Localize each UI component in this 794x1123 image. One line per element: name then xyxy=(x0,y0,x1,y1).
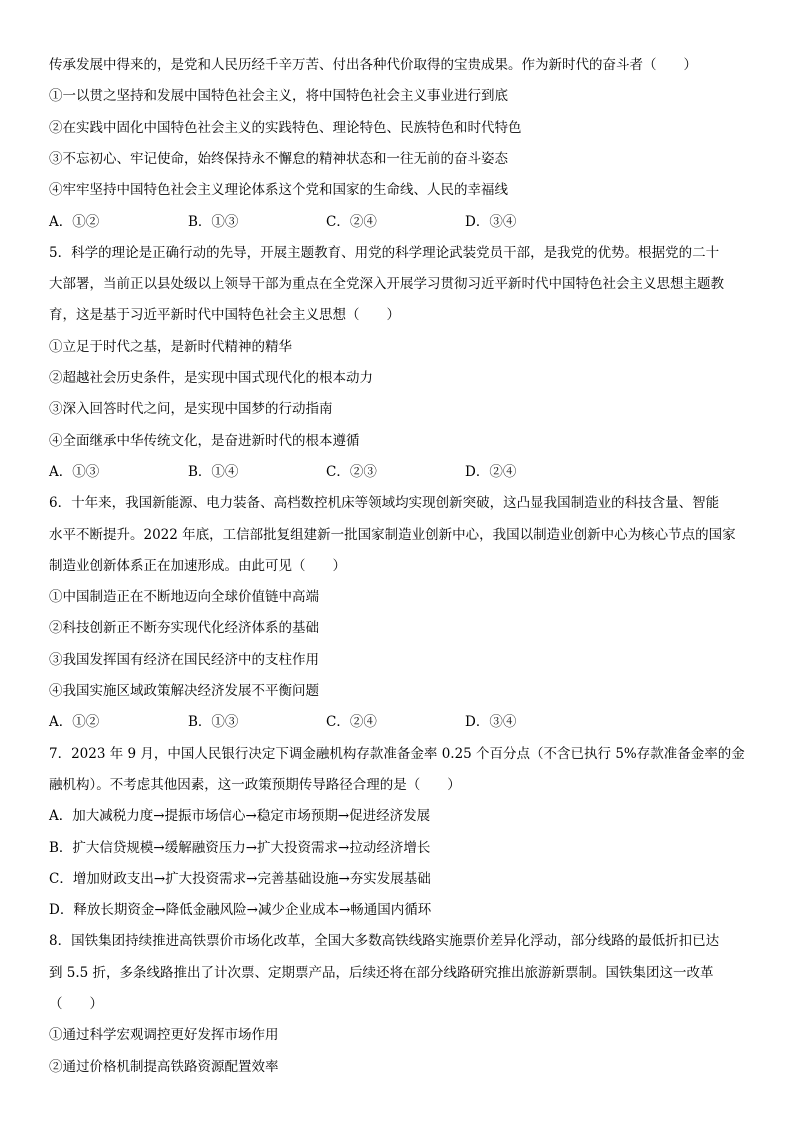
text-line: ②科技创新正不断夯实现代化经济体系的基础 xyxy=(49,620,319,636)
text-line: 融机构）。不考虑其他因素，这一政策预期传导路径合理的是（ ） xyxy=(49,777,461,793)
text-line: 传承发展中得来的，是党和人民历经千辛万苦、付出各种代价取得的宝贵成果。作为新时代的奋斗者（ ） xyxy=(49,57,697,73)
text-line: ④我国实施区域政策解决经济发展不平衡问题 xyxy=(49,683,319,699)
text-line: A．加大减税力度→提振市场信心→稳定市场预期→促进经济发展 xyxy=(49,808,431,824)
text-line: ③我国发挥国有经济在国民经济中的支柱作用 xyxy=(49,652,319,668)
answer-option: B．①③ xyxy=(188,214,239,230)
answer-option: D．③④ xyxy=(465,714,517,730)
text-line: 5．科学的理论是正确行动的先导，开展主题教育、用党的科学理论武装党员干部，是我党的优势。根据党的二十 xyxy=(49,245,720,261)
text-line: ②在实践中固化中国特色社会主义的实践特色、理论特色、民族特色和时代特色 xyxy=(49,120,522,136)
answer-option: B．①③ xyxy=(188,714,239,730)
answer-option: C．②③ xyxy=(326,464,377,480)
text-line: 大部署，当前正以县处级以上领导干部为重点在全党深入开展学习贯彻习近平新时代中国特色社会主义思想主题教 xyxy=(49,276,724,292)
text-line: ④牢牢坚持中国特色社会主义理论体系这个党和国家的生命线、人民的幸福线 xyxy=(49,182,508,198)
text-line: D．释放长期资金→降低金融风险→减少企业成本→畅通国内循环 xyxy=(49,902,432,918)
text-line: ③深入回答时代之问，是实现中国梦的行动指南 xyxy=(49,401,333,417)
answer-option: A．①② xyxy=(49,214,100,230)
answer-option: D．②④ xyxy=(465,464,517,480)
text-line: 到 5.5 折，多条线路推出了计次票、定期票产品，后续还将在部分线路研究推出旅游新票制。国铁集团这一改革 xyxy=(49,965,714,981)
text-line: ①一以贯之坚持和发展中国特色社会主义，将中国特色社会主义事业进行到底 xyxy=(49,88,508,104)
text-line: 育，这是基于习近平新时代中国特色社会主义思想（ ） xyxy=(49,307,400,323)
text-line: 7．2023 年 9 月，中国人民银行决定下调金融机构存款准备金率 0.25 个百分点（不含已执行 5%存款准备金率的金 xyxy=(49,746,745,762)
answer-option: D．③④ xyxy=(465,214,517,230)
text-line: ①立足于时代之基，是新时代精神的精华 xyxy=(49,339,292,355)
answer-option: A．①② xyxy=(49,714,100,730)
answer-option: C．②④ xyxy=(326,714,377,730)
text-line: ②超越社会历史条件，是实现中国式现代化的根本动力 xyxy=(49,370,373,386)
text-line: B．扩大信贷规模→缓解融资压力→扩大投资需求→拉动经济增长 xyxy=(49,840,431,856)
text-line: ①中国制造正在不断地迈向全球价值链中高端 xyxy=(49,589,319,605)
answer-option: A．①③ xyxy=(49,464,100,480)
text-line: ④全面继承中华传统文化，是奋进新时代的根本遵循 xyxy=(49,433,360,449)
text-line: 制造业创新体系正在加速形成。由此可见（ ） xyxy=(49,558,346,574)
text-line: 6．十年来，我国新能源、电力装备、高档数控机床等领域均实现创新突破，这凸显我国制造业的科技含量、智能 xyxy=(49,495,720,511)
answer-option: C．②④ xyxy=(326,214,377,230)
answer-option: B．①④ xyxy=(188,464,239,480)
text-line: 8．国铁集团持续推进高铁票价市场化改革，全国大多数高铁线路实施票价差异化浮动，部分线路的最低折扣已达 xyxy=(49,933,720,949)
text-line: 水平不断提升。2022 年底，工信部批复组建新一批国家制造业创新中心，我国以制造业创新中心为核心节点的国家 xyxy=(49,527,736,543)
text-line: ②通过价格机制提高铁路资源配置效率 xyxy=(49,1059,279,1075)
text-line: C．增加财政支出→扩大投资需求→完善基础设施→夯实发展基础 xyxy=(49,871,431,887)
text-line: ③不忘初心、牢记使命，始终保持永不懈怠的精神状态和一往无前的奋斗姿态 xyxy=(49,151,508,167)
text-line: （ ） xyxy=(49,996,103,1012)
text-line: ①通过科学宏观调控更好发挥市场作用 xyxy=(49,1027,279,1043)
